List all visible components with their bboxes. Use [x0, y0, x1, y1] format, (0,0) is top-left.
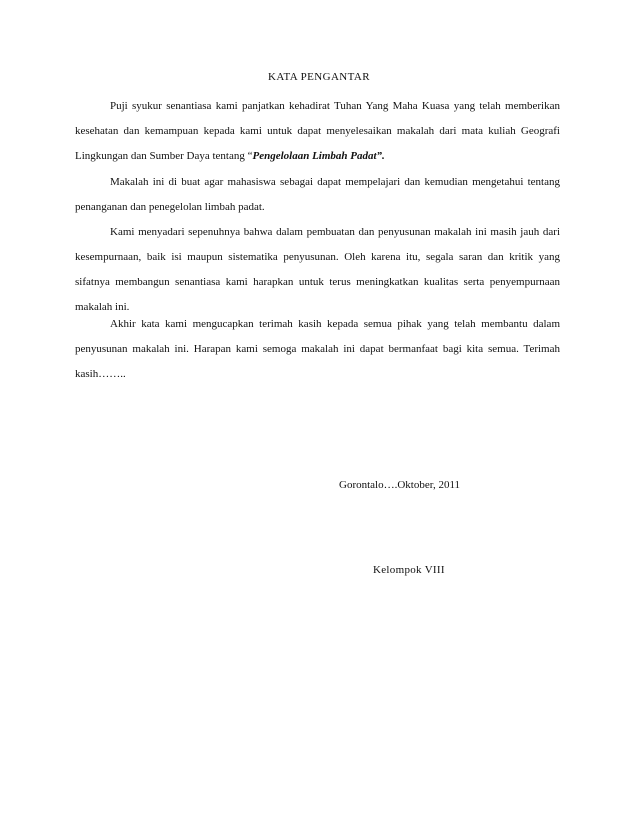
signature: Kelompok VIII [373, 564, 445, 576]
paragraph-purpose [75, 170, 560, 220]
paragraph-opening-emphasis: Pengelolaan Limbah Padat”. [252, 150, 385, 162]
paragraph-closing [75, 312, 560, 387]
paragraph-opening [75, 94, 560, 169]
paragraph-purpose-text: Makalah ini di buat agar mahasiswa sebagai dapat mempelajari dan kemudian mengetahui tentang penanganan dan penegelolan limbah padat. [75, 176, 560, 213]
paragraph-closing-text: Akhir kata kami mengucapkan terimah kasih kepada semua pihak yang telah membantu dalam penyusunan makalah ini. Harapan kami semoga makalah ini dapat bermanfaat bagi kita semua. Terimah kasih…….. [75, 318, 560, 380]
page-title: KATA PENGANTAR [268, 71, 370, 83]
paragraph-opening-text [75, 94, 560, 169]
place-date: Gorontalo….Oktober, 2011 [339, 479, 461, 491]
paragraph-opening-main: Puji syukur senantiasa kami panjatkan kehadirat Tuhan Yang Maha Kuasa yang telah memberikan kesehatan dan kemampuan kepada kami untuk dapat menyelesaikan makalah dari mata kuliah Geografi Lingkungan dan Sumber Daya tentang “ [75, 100, 560, 162]
paragraph-acknowledgement-text: Kami menyadari sepenuhnya bahwa dalam pembuatan dan penyusunan makalah ini masih jauh dari kesempurnaan, baik isi maupun sistematika penyusunan. Oleh karena itu, segala saran dan kritik yang sifatnya membangun senantiasa kami harapkan untuk terus meningkatkan kualitas serta penyempurnaan makalah ini. [75, 226, 560, 313]
paragraph-acknowledgement [75, 220, 560, 320]
